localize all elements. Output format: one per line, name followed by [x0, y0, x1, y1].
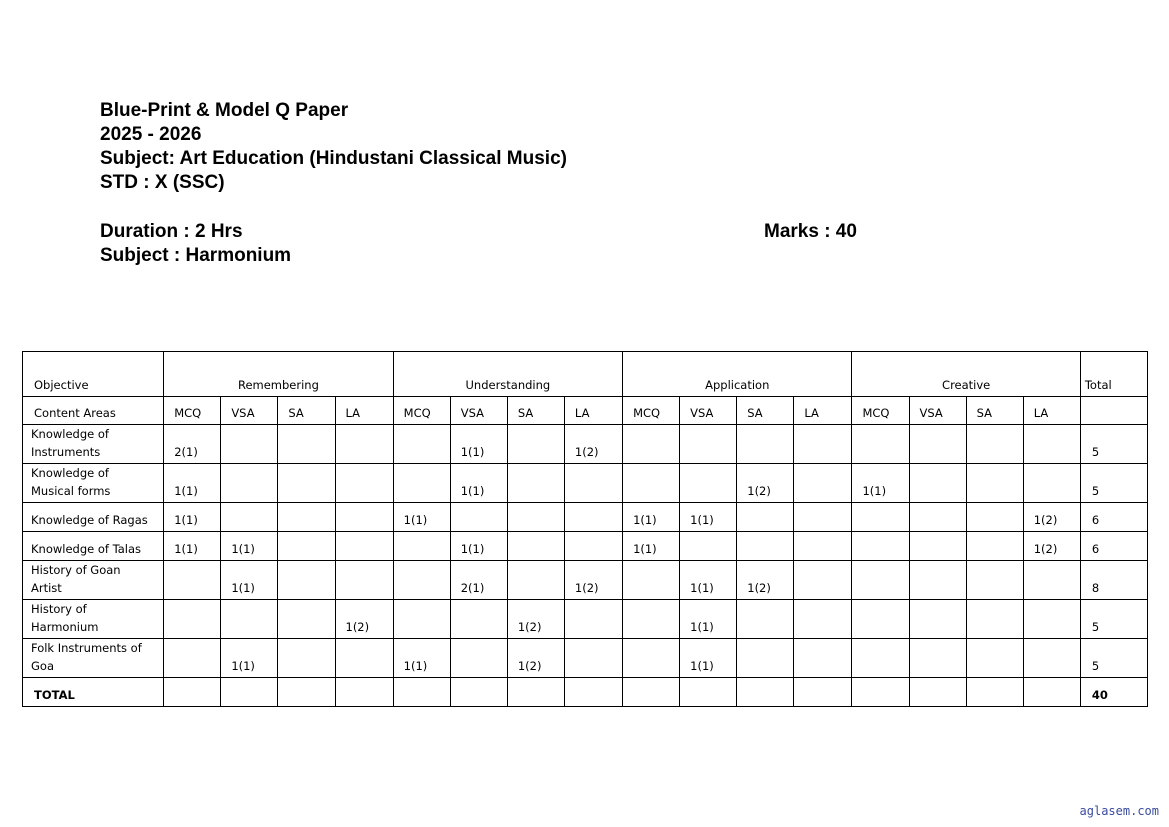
table-cell: 1(2)	[1023, 503, 1080, 532]
subject-harmonium: Subject : Harmonium	[100, 245, 292, 266]
table-cell	[278, 561, 335, 600]
row-total: 5	[1080, 425, 1147, 464]
table-cell: 1(1)	[221, 561, 278, 600]
content-area-line: Goa	[31, 659, 54, 673]
table-cell	[564, 464, 622, 503]
table-cell	[450, 503, 507, 532]
table-cell	[852, 561, 909, 600]
objective-header: Objective	[23, 352, 164, 397]
table-cell	[221, 600, 278, 639]
subcol-header: MCQ	[164, 397, 221, 425]
content-area-label	[23, 464, 164, 503]
table-cell: 1(2)	[507, 600, 564, 639]
table-cell: 1(1)	[680, 639, 737, 678]
table-cell	[278, 503, 335, 532]
header-row-objective	[23, 352, 1148, 397]
table-cell: 1(1)	[450, 425, 507, 464]
row-total: 5	[1080, 639, 1147, 678]
subcol-header: LA	[335, 397, 393, 425]
table-cell	[507, 678, 564, 707]
table-cell	[966, 503, 1023, 532]
table-cell	[221, 678, 278, 707]
table-cell: 1(1)	[221, 639, 278, 678]
content-area-line: Knowledge of Talas	[31, 542, 142, 556]
total-row	[23, 678, 1148, 707]
table-cell	[966, 678, 1023, 707]
table-cell	[909, 425, 966, 464]
table-cell	[564, 639, 622, 678]
table-cell: 1(1)	[164, 532, 221, 561]
content-area-label	[23, 600, 164, 639]
table-cell	[450, 600, 507, 639]
table-cell	[623, 425, 680, 464]
table-cell	[507, 532, 564, 561]
table-cell: 1(1)	[393, 639, 450, 678]
table-cell: 1(2)	[564, 561, 622, 600]
table-cell	[450, 678, 507, 707]
table-cell	[680, 532, 737, 561]
content-area-line: Artist	[31, 581, 62, 595]
table-cell	[909, 678, 966, 707]
table-cell	[335, 561, 393, 600]
table-cell	[966, 425, 1023, 464]
content-area-line: Knowledge of	[31, 427, 109, 441]
table-cell	[737, 425, 794, 464]
table-cell	[623, 678, 680, 707]
table-cell	[794, 425, 852, 464]
table-cell	[794, 678, 852, 707]
content-area-line: Folk Instruments of	[31, 641, 142, 655]
table-cell	[852, 639, 909, 678]
table-cell: 1(2)	[507, 639, 564, 678]
table-cell	[278, 532, 335, 561]
table-cell	[1023, 425, 1080, 464]
table-cell	[737, 678, 794, 707]
table-cell	[852, 532, 909, 561]
table-cell	[278, 425, 335, 464]
table-cell	[909, 503, 966, 532]
table-cell	[680, 678, 737, 707]
table-cell	[909, 464, 966, 503]
subcol-header: MCQ	[852, 397, 909, 425]
content-area-line: Instruments	[31, 445, 101, 459]
group-understanding: Understanding	[393, 352, 622, 397]
group-remembering: Remembering	[164, 352, 393, 397]
subcol-header: LA	[794, 397, 852, 425]
subcol-header: VSA	[221, 397, 278, 425]
table-cell	[278, 678, 335, 707]
total-header: Total	[1080, 352, 1147, 397]
total-row-label: TOTAL	[23, 678, 164, 707]
group-application: Application	[623, 352, 852, 397]
table-row	[23, 425, 1148, 464]
table-cell	[1023, 464, 1080, 503]
watermark: aglasem.com	[1079, 804, 1159, 818]
table-cell: 1(1)	[623, 503, 680, 532]
table-cell	[278, 639, 335, 678]
table-cell	[393, 600, 450, 639]
row-total: 6	[1080, 503, 1147, 532]
table-cell	[221, 425, 278, 464]
table-cell: 1(2)	[737, 464, 794, 503]
table-cell	[278, 600, 335, 639]
table-cell	[909, 561, 966, 600]
subcol-header: LA	[1023, 397, 1080, 425]
table-cell	[623, 600, 680, 639]
row-total: 5	[1080, 464, 1147, 503]
content-area-label	[23, 561, 164, 600]
content-area-label	[23, 503, 164, 532]
table-cell	[564, 503, 622, 532]
table-cell: 1(2)	[335, 600, 393, 639]
content-area-line: History of	[31, 602, 87, 616]
table-cell	[680, 425, 737, 464]
subcol-header: SA	[737, 397, 794, 425]
blueprint-table	[22, 351, 1148, 707]
content-area-line: Harmonium	[31, 620, 99, 634]
table-cell	[852, 678, 909, 707]
table-cell	[909, 532, 966, 561]
row-total: 5	[1080, 600, 1147, 639]
table-cell	[335, 503, 393, 532]
subcol-header: SA	[278, 397, 335, 425]
table-cell	[507, 425, 564, 464]
table-cell	[221, 464, 278, 503]
duration: Duration : 2 Hrs	[100, 221, 243, 242]
subcol-header: MCQ	[623, 397, 680, 425]
table-cell: 1(2)	[564, 425, 622, 464]
marks: Marks : 40	[764, 221, 857, 242]
table-cell: 2(1)	[164, 425, 221, 464]
row-total: 6	[1080, 532, 1147, 561]
table-cell	[507, 503, 564, 532]
table-cell	[393, 532, 450, 561]
table-cell	[164, 561, 221, 600]
content-area-label	[23, 639, 164, 678]
table-cell	[335, 639, 393, 678]
table-cell	[1023, 600, 1080, 639]
table-cell	[966, 561, 1023, 600]
subcol-header: SA	[507, 397, 564, 425]
table-cell	[564, 532, 622, 561]
table-cell	[794, 532, 852, 561]
table-cell: 2(1)	[450, 561, 507, 600]
table-cell	[794, 600, 852, 639]
table-cell	[623, 561, 680, 600]
academic-year: 2025 - 2026	[100, 124, 202, 145]
subcol-header: MCQ	[393, 397, 450, 425]
table-cell	[794, 561, 852, 600]
table-cell	[737, 639, 794, 678]
table-cell	[909, 639, 966, 678]
table-cell	[393, 464, 450, 503]
subcol-header: VSA	[909, 397, 966, 425]
document-header	[100, 99, 567, 195]
table-cell	[335, 464, 393, 503]
table-cell: 1(1)	[680, 561, 737, 600]
table-cell	[164, 600, 221, 639]
table-row	[23, 532, 1148, 561]
table-cell: 1(1)	[680, 503, 737, 532]
subcol-header: SA	[966, 397, 1023, 425]
table-cell	[507, 561, 564, 600]
content-areas-header: Content Areas	[23, 397, 164, 425]
row-total: 8	[1080, 561, 1147, 600]
table-cell	[737, 532, 794, 561]
table-cell	[852, 600, 909, 639]
table-cell: 1(1)	[450, 464, 507, 503]
content-area-label	[23, 532, 164, 561]
subcol-header: LA	[564, 397, 622, 425]
table-cell	[507, 464, 564, 503]
table-cell	[393, 561, 450, 600]
table-cell	[966, 639, 1023, 678]
table-cell	[737, 503, 794, 532]
content-area-line: History of Goan	[31, 563, 121, 577]
subject-line: Subject: Art Education (Hindustani Classical Music)	[100, 148, 567, 169]
table-cell	[909, 600, 966, 639]
subcol-header: VSA	[680, 397, 737, 425]
table-cell	[393, 425, 450, 464]
std-line: STD : X (SSC)	[100, 172, 225, 193]
content-area-line: Knowledge of Ragas	[31, 513, 148, 527]
table-cell	[1023, 561, 1080, 600]
table-cell	[393, 678, 450, 707]
table-cell	[1023, 639, 1080, 678]
table-cell	[966, 464, 1023, 503]
table-cell: 1(1)	[393, 503, 450, 532]
table-cell	[564, 678, 622, 707]
table-cell	[278, 464, 335, 503]
table-cell	[450, 639, 507, 678]
table-cell	[564, 600, 622, 639]
table-cell	[794, 639, 852, 678]
table-cell	[680, 464, 737, 503]
table-cell	[852, 503, 909, 532]
grand-total: 40	[1080, 678, 1147, 707]
table-cell	[966, 532, 1023, 561]
total-subheader	[1080, 397, 1147, 425]
table-row	[23, 561, 1148, 600]
table-row	[23, 464, 1148, 503]
subcol-header: VSA	[450, 397, 507, 425]
table-row	[23, 600, 1148, 639]
content-area-line: Knowledge of	[31, 466, 109, 480]
table-cell	[335, 678, 393, 707]
header-row-content	[23, 397, 1148, 425]
table-cell	[852, 425, 909, 464]
table-cell	[335, 425, 393, 464]
table-cell	[794, 503, 852, 532]
table-row	[23, 639, 1148, 678]
content-area-label	[23, 425, 164, 464]
table-cell: 1(1)	[852, 464, 909, 503]
table-cell: 1(1)	[164, 464, 221, 503]
table-cell	[623, 464, 680, 503]
table-cell	[623, 639, 680, 678]
table-cell	[164, 639, 221, 678]
table-cell	[164, 678, 221, 707]
table-cell: 1(2)	[1023, 532, 1080, 561]
table-cell: 1(1)	[450, 532, 507, 561]
table-cell	[794, 464, 852, 503]
title: Blue-Print & Model Q Paper	[100, 100, 349, 121]
table-cell	[737, 600, 794, 639]
content-area-line: Musical forms	[31, 484, 111, 498]
table-cell	[335, 532, 393, 561]
table-cell: 1(1)	[164, 503, 221, 532]
table-cell: 1(2)	[737, 561, 794, 600]
table-row	[23, 503, 1148, 532]
table-cell: 1(1)	[221, 532, 278, 561]
table-cell	[1023, 678, 1080, 707]
table-cell: 1(1)	[623, 532, 680, 561]
group-creative: Creative	[852, 352, 1080, 397]
table-cell	[966, 600, 1023, 639]
table-cell	[221, 503, 278, 532]
table-cell: 1(1)	[680, 600, 737, 639]
